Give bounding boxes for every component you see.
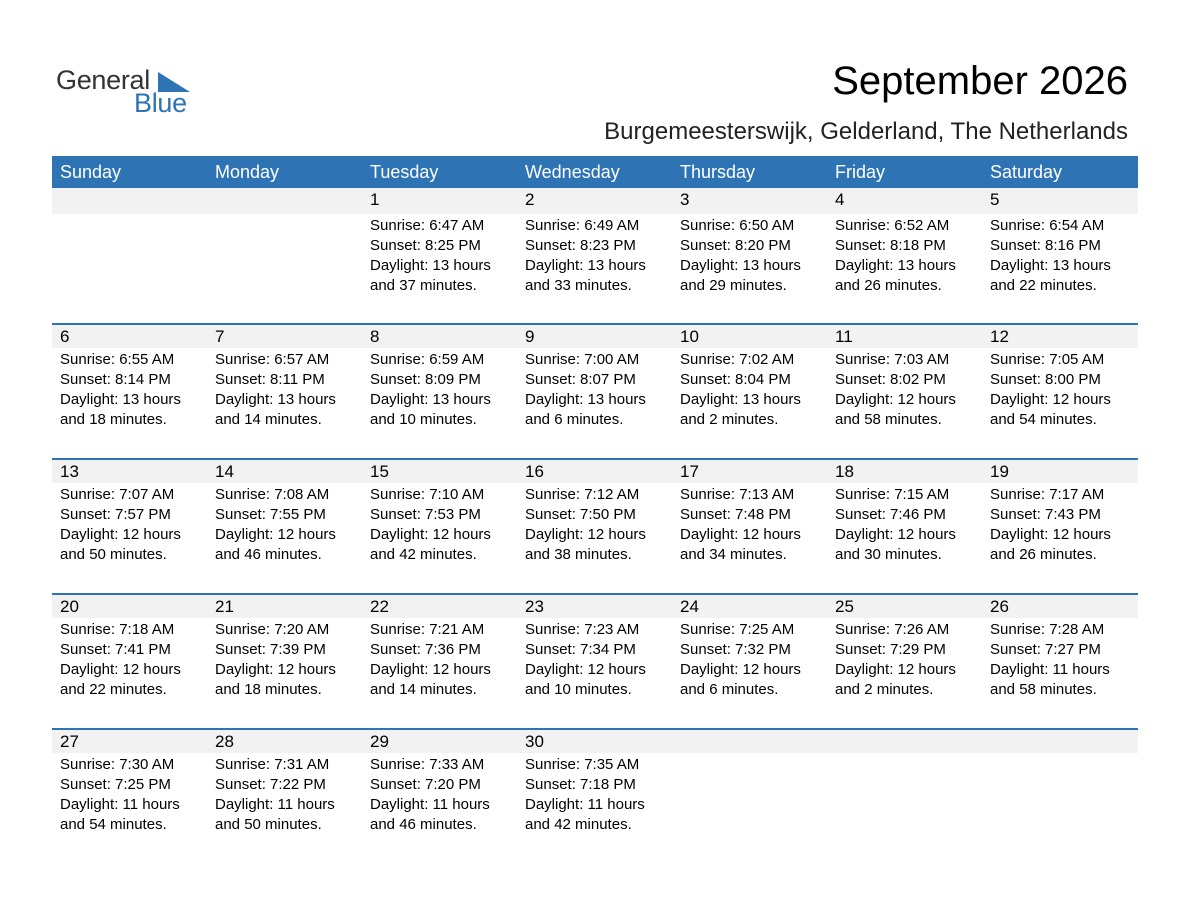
daylight-text: Daylight: 13 hours [525,257,646,274]
day-number: 17 [680,462,699,481]
minutes-text: and 10 minutes. [370,411,477,428]
day-number: 20 [60,597,79,616]
sunrise-text: Sunrise: 7:26 AM [835,621,950,638]
sunrise-text: Sunrise: 7:02 AM [680,351,795,368]
day-cell [517,618,672,700]
daylight-text: Daylight: 11 hours [60,796,180,813]
calendar-week [52,458,1138,593]
day-cell [672,348,827,430]
calendar [52,156,1138,863]
sunset-text: Sunset: 8:09 PM [370,371,481,388]
day-number: 14 [215,462,234,481]
daylight-text: Daylight: 12 hours [835,526,956,543]
day-info-row [52,483,1138,565]
day-number: 27 [60,732,79,751]
sunrise-text: Sunrise: 7:25 AM [680,621,795,638]
day-number-row [52,323,1138,348]
minutes-text: and 42 minutes. [370,546,477,563]
day-cell [207,483,362,565]
daylight-text: Daylight: 12 hours [525,661,646,678]
sunrise-text: Sunrise: 6:55 AM [60,351,175,368]
weekday-header [52,156,1138,188]
day-number: 19 [990,462,1009,481]
day-number: 15 [370,462,389,481]
daylight-text: Daylight: 13 hours [680,391,801,408]
daylight-text: Daylight: 13 hours [370,257,491,274]
minutes-text: and 18 minutes. [215,681,322,698]
sunrise-text: Sunrise: 7:08 AM [215,486,330,503]
minutes-text: and 26 minutes. [835,277,942,294]
empty-day-cell [207,188,362,214]
day-info-row [52,618,1138,700]
sunrise-text: Sunrise: 7:28 AM [990,621,1105,638]
day-cell [827,214,982,296]
daylight-text: Daylight: 12 hours [680,526,801,543]
empty-day-cell [827,753,982,835]
daylight-text: Daylight: 12 hours [990,526,1111,543]
weekday-label: Thursday [680,162,756,182]
day-info-row [52,348,1138,430]
daylight-text: Daylight: 12 hours [525,526,646,543]
calendar-week [52,188,1138,323]
day-cell [517,348,672,430]
sunset-text: Sunset: 8:25 PM [370,237,481,254]
daylight-text: Daylight: 13 hours [370,391,491,408]
sunset-text: Sunset: 8:14 PM [60,371,171,388]
day-number: 6 [60,327,70,346]
daylight-text: Daylight: 12 hours [990,391,1111,408]
empty-day-cell [207,214,362,296]
empty-day-cell [52,214,207,296]
day-cell [52,483,207,565]
sunset-text: Sunset: 7:29 PM [835,641,946,658]
day-number: 22 [370,597,389,616]
day-number: 7 [215,327,225,346]
day-cell [517,483,672,565]
daylight-text: Daylight: 12 hours [60,661,181,678]
day-info-row [52,214,1138,296]
day-number: 29 [370,732,389,751]
sunrise-text: Sunrise: 6:49 AM [525,217,640,234]
day-number: 26 [990,597,1009,616]
sunrise-text: Sunrise: 7:31 AM [215,756,330,773]
sunrise-text: Sunrise: 7:05 AM [990,351,1105,368]
minutes-text: and 50 minutes. [215,816,322,833]
sunrise-text: Sunrise: 7:03 AM [835,351,950,368]
minutes-text: and 14 minutes. [370,681,477,698]
sunrise-text: Sunrise: 7:18 AM [60,621,175,638]
day-number: 1 [370,190,380,209]
day-cell [517,753,672,835]
minutes-text: and 22 minutes. [990,277,1097,294]
empty-day-cell [52,188,207,214]
sunset-text: Sunset: 7:34 PM [525,641,636,658]
minutes-text: and 10 minutes. [525,681,632,698]
sunrise-text: Sunrise: 7:33 AM [370,756,485,773]
daylight-text: Daylight: 13 hours [680,257,801,274]
day-number: 13 [60,462,79,481]
daylight-text: Daylight: 12 hours [680,661,801,678]
day-cell [517,214,672,296]
day-number-row [52,728,1138,753]
sunset-text: Sunset: 8:02 PM [835,371,946,388]
day-cell [362,753,517,835]
weekday-label: Saturday [990,162,1063,182]
minutes-text: and 42 minutes. [525,816,632,833]
daylight-text: Daylight: 13 hours [60,391,181,408]
weekday-label: Wednesday [525,162,620,182]
sunrise-text: Sunrise: 7:20 AM [215,621,330,638]
minutes-text: and 14 minutes. [215,411,322,428]
sunrise-text: Sunrise: 7:30 AM [60,756,175,773]
minutes-text: and 2 minutes. [680,411,779,428]
day-cell [362,348,517,430]
minutes-text: and 6 minutes. [680,681,779,698]
calendar-week [52,593,1138,728]
daylight-text: Daylight: 13 hours [525,391,646,408]
sunrise-text: Sunrise: 7:07 AM [60,486,175,503]
daylight-text: Daylight: 12 hours [215,526,336,543]
minutes-text: and 37 minutes. [370,277,477,294]
day-number-row [52,458,1138,483]
sunrise-text: Sunrise: 7:10 AM [370,486,485,503]
minutes-text: and 46 minutes. [215,546,322,563]
minutes-text: and 34 minutes. [680,546,787,563]
daylight-text: Daylight: 11 hours [525,796,645,813]
logo-blue-text: Blue [134,88,187,118]
day-number: 28 [215,732,234,751]
minutes-text: and 18 minutes. [60,411,167,428]
sunrise-text: Sunrise: 7:12 AM [525,486,640,503]
sunrise-text: Sunrise: 7:00 AM [525,351,640,368]
minutes-text: and 54 minutes. [990,411,1097,428]
day-cell [672,618,827,700]
daylight-text: Daylight: 12 hours [835,661,956,678]
sunset-text: Sunset: 7:22 PM [215,776,326,793]
minutes-text: and 30 minutes. [835,546,942,563]
sunrise-text: Sunrise: 7:23 AM [525,621,640,638]
sunset-text: Sunset: 7:18 PM [525,776,636,793]
empty-day-cell [982,753,1137,835]
empty-day-cell [672,730,827,753]
sunrise-text: Sunrise: 7:35 AM [525,756,640,773]
sunset-text: Sunset: 8:00 PM [990,371,1101,388]
sunset-text: Sunset: 7:41 PM [60,641,171,658]
weekday-label: Tuesday [370,162,439,182]
day-cell [982,483,1137,565]
day-number: 12 [990,327,1009,346]
daylight-text: Daylight: 11 hours [990,661,1110,678]
day-cell [207,348,362,430]
day-cell [982,348,1137,430]
calendar-week [52,323,1138,458]
daylight-text: Daylight: 12 hours [370,661,491,678]
calendar-weeks [52,188,1138,863]
sunset-text: Sunset: 7:39 PM [215,641,326,658]
weekday-label: Monday [215,162,280,182]
sunrise-text: Sunrise: 7:15 AM [835,486,950,503]
sunset-text: Sunset: 7:53 PM [370,506,481,523]
day-number-row [52,188,1138,214]
daylight-text: Daylight: 13 hours [215,391,336,408]
day-cell [362,214,517,296]
daylight-text: Daylight: 12 hours [215,661,336,678]
logo [56,64,196,116]
sunset-text: Sunset: 7:36 PM [370,641,481,658]
daylight-text: Daylight: 11 hours [215,796,335,813]
minutes-text: and 26 minutes. [990,546,1097,563]
daylight-text: Daylight: 12 hours [60,526,181,543]
minutes-text: and 22 minutes. [60,681,167,698]
day-number: 8 [370,327,380,346]
sunrise-text: Sunrise: 6:47 AM [370,217,485,234]
calendar-week [52,728,1138,863]
day-cell [982,618,1137,700]
sunset-text: Sunset: 8:23 PM [525,237,636,254]
location-subtitle: Burgemeesterswijk, Gelderland, The Netherlands [604,118,1128,145]
sunset-text: Sunset: 7:43 PM [990,506,1101,523]
day-number: 3 [680,190,690,209]
sunset-text: Sunset: 8:04 PM [680,371,791,388]
empty-day-cell [982,730,1137,753]
sunset-text: Sunset: 7:46 PM [835,506,946,523]
day-number: 10 [680,327,699,346]
day-number-row [52,593,1138,618]
day-number: 21 [215,597,234,616]
sunrise-text: Sunrise: 6:52 AM [835,217,950,234]
sunrise-text: Sunrise: 7:13 AM [680,486,795,503]
day-number: 24 [680,597,699,616]
sunset-text: Sunset: 8:20 PM [680,237,791,254]
sunset-text: Sunset: 7:27 PM [990,641,1101,658]
logo-general-text: General [56,65,150,95]
sunset-text: Sunset: 7:32 PM [680,641,791,658]
sunset-text: Sunset: 8:18 PM [835,237,946,254]
minutes-text: and 46 minutes. [370,816,477,833]
day-number: 18 [835,462,854,481]
weekday-label: Friday [835,162,886,182]
sunset-text: Sunset: 7:48 PM [680,506,791,523]
sunrise-text: Sunrise: 7:21 AM [370,621,485,638]
day-number: 30 [525,732,544,751]
day-cell [362,483,517,565]
day-cell [207,753,362,835]
day-cell [52,753,207,835]
empty-day-cell [827,730,982,753]
sunrise-text: Sunrise: 7:17 AM [990,486,1105,503]
minutes-text: and 6 minutes. [525,411,624,428]
day-cell [982,214,1137,296]
day-cell [827,483,982,565]
sunrise-text: Sunrise: 6:57 AM [215,351,330,368]
sunset-text: Sunset: 8:16 PM [990,237,1101,254]
sunset-text: Sunset: 7:25 PM [60,776,171,793]
sunset-text: Sunset: 7:55 PM [215,506,326,523]
daylight-text: Daylight: 12 hours [370,526,491,543]
sunrise-text: Sunrise: 6:59 AM [370,351,485,368]
minutes-text: and 38 minutes. [525,546,632,563]
sunset-text: Sunset: 8:07 PM [525,371,636,388]
daylight-text: Daylight: 13 hours [990,257,1111,274]
page-title: September 2026 [832,59,1128,103]
minutes-text: and 50 minutes. [60,546,167,563]
minutes-text: and 58 minutes. [835,411,942,428]
empty-day-cell [672,753,827,835]
minutes-text: and 58 minutes. [990,681,1097,698]
minutes-text: and 54 minutes. [60,816,167,833]
day-number: 11 [835,327,853,346]
daylight-text: Daylight: 11 hours [370,796,490,813]
day-cell [672,214,827,296]
day-cell [827,618,982,700]
weekday-label: Sunday [60,162,122,182]
sunset-text: Sunset: 7:57 PM [60,506,171,523]
minutes-text: and 2 minutes. [835,681,934,698]
minutes-text: and 29 minutes. [680,277,787,294]
day-cell [672,483,827,565]
sunset-text: Sunset: 8:11 PM [215,371,325,388]
day-cell [52,618,207,700]
sunset-text: Sunset: 7:50 PM [525,506,636,523]
minutes-text: and 33 minutes. [525,277,632,294]
day-info-row [52,753,1138,835]
day-cell [362,618,517,700]
day-cell [827,348,982,430]
day-number: 2 [525,190,535,209]
day-number: 4 [835,190,845,209]
day-number: 25 [835,597,854,616]
day-cell [52,348,207,430]
sunrise-text: Sunrise: 6:54 AM [990,217,1105,234]
day-number: 23 [525,597,544,616]
day-cell [207,618,362,700]
sunset-text: Sunset: 7:20 PM [370,776,481,793]
daylight-text: Daylight: 12 hours [835,391,956,408]
sunrise-text: Sunrise: 6:50 AM [680,217,795,234]
day-number: 9 [525,327,535,346]
day-number: 16 [525,462,544,481]
daylight-text: Daylight: 13 hours [835,257,956,274]
day-number: 5 [990,190,1000,209]
